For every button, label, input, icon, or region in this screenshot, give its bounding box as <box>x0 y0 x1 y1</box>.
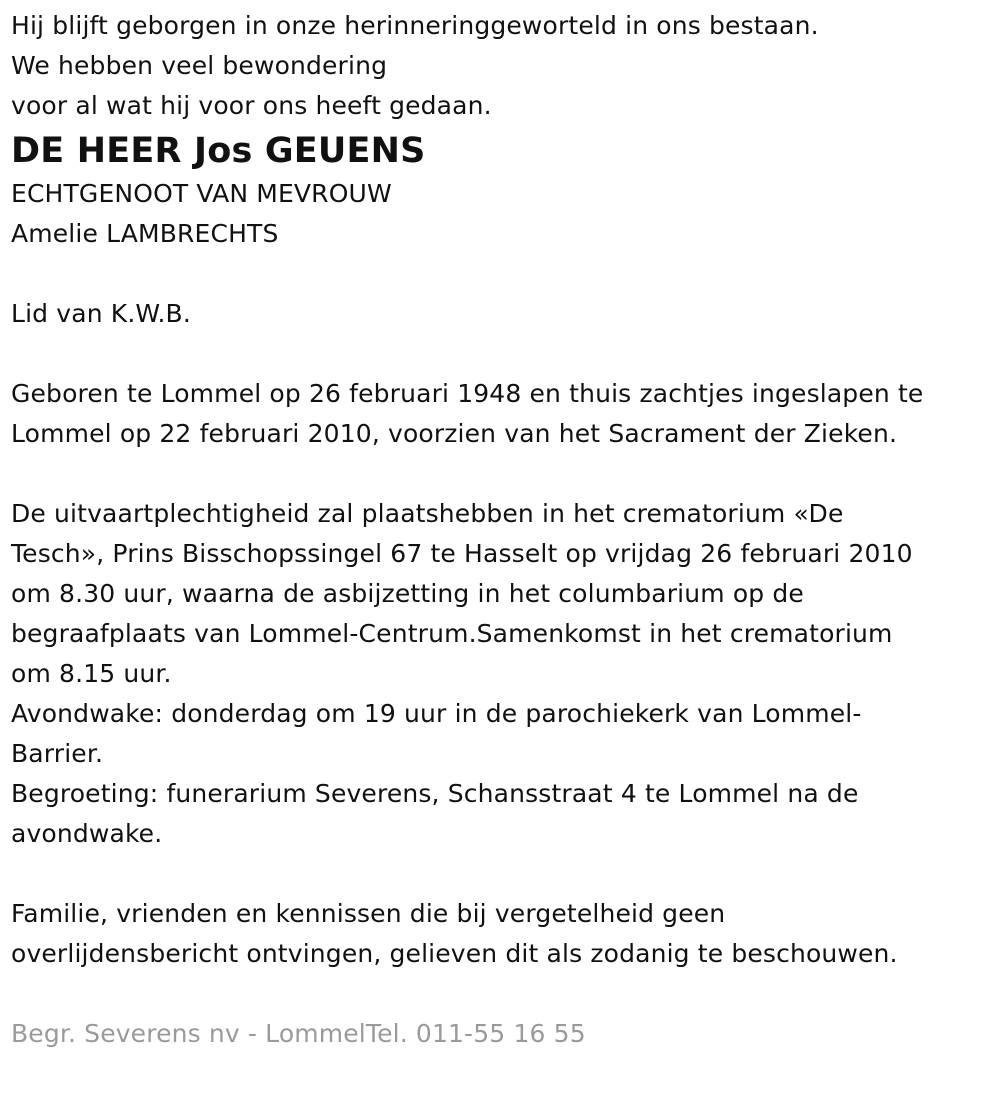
ceremony-line: om 8.15 uur. <box>11 659 172 688</box>
poem-line: voor al wat hij voor ons heeft gedaan. <box>11 91 492 120</box>
spacer <box>11 254 1000 294</box>
ceremony-line: Tesch», Prins Bisschopssingel 67 te Hasselt op vrijdag 26 februari 2010 <box>11 539 913 568</box>
spacer <box>11 454 1000 494</box>
spouse-block <box>11 174 1000 254</box>
ceremony-line: begraafplaats van Lommel-Centrum.Samenkomst in het crematorium <box>11 619 893 648</box>
spacer <box>11 854 1000 894</box>
ceremony-line: om 8.30 uur, waarna de asbijzetting in het columbarium op de <box>11 579 804 608</box>
wake-line: Avondwake: donderdag om 19 uur in de parochiekerk van Lommel- <box>11 699 862 728</box>
birth-death-line: Lommel op 22 februari 2010, voorzien van het Sacrament der Zieken. <box>11 419 898 448</box>
spouse-line: ECHTGENOOT VAN MEVROUW <box>11 179 392 208</box>
funeral-home-footer: Begr. Severens nv - LommelTel. 011-55 16 55 <box>11 1019 586 1048</box>
birth-death-line: Geboren te Lommel op 26 februari 1948 en thuis zachtjes ingeslapen te <box>11 379 924 408</box>
notice-line: overlijdensbericht ontvingen, gelieven dit als zodanig te beschouwen. <box>11 939 898 968</box>
wake-line: Barrier. <box>11 739 104 768</box>
ceremony-line: De uitvaartplechtigheid zal plaatshebben in het crematorium «De <box>11 499 844 528</box>
spouse-name: Amelie LAMBRECHTS <box>11 219 279 248</box>
ceremony-block <box>11 494 1000 854</box>
membership: Lid van K.W.B. <box>11 299 191 328</box>
deceased-name: DE HEER Jos GEUENS <box>11 131 426 171</box>
greeting-line: Begroeting: funerarium Severens, Schansstraat 4 te Lommel na de <box>11 779 859 808</box>
poem-line: We hebben veel bewondering <box>11 51 388 80</box>
greeting-line: avondwake. <box>11 819 163 848</box>
poem-line: Hij blijft geborgen in onze herinneringgeworteld in ons bestaan. <box>11 11 819 40</box>
birth-death-block <box>11 374 1000 454</box>
notice-line: Familie, vrienden en kennissen die bij vergetelheid geen <box>11 899 726 928</box>
spacer <box>11 334 1000 374</box>
poem <box>11 6 1000 126</box>
notice-block <box>11 894 1000 974</box>
spacer <box>11 974 1000 1014</box>
